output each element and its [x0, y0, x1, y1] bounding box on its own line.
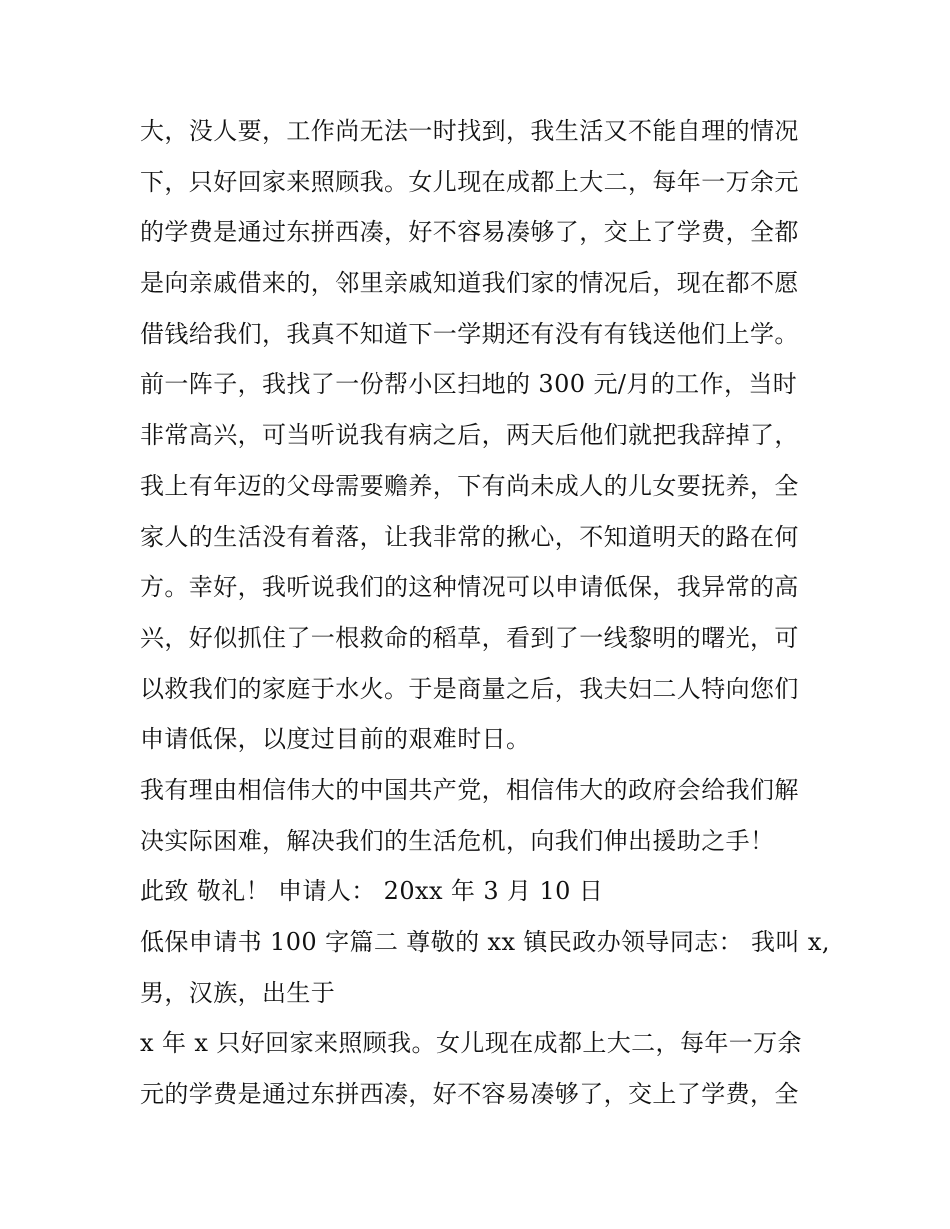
- text-line-15: 决实际困难，解决我们的生活危机，向我们伸出援助之手！: [140, 826, 775, 855]
- text-line-20: 元的学费是通过东拼西凑，好不容易凑够了，交上了学费，全: [140, 1080, 799, 1109]
- closing-signature-line: 此致 敬礼！ 申请人： 20xx 年 3 月 10 日: [140, 877, 604, 906]
- text-line-19: x 年 x 只好回家来照顾我。女儿现在成都上大二，每年一万余: [140, 1029, 802, 1058]
- text-line-12: 以救我们的家庭于水火。于是商量之后，我夫妇二人特向您们: [140, 674, 799, 703]
- text-line-14: 我有理由相信伟大的中国共产党，相信伟大的政府会给我们解: [140, 775, 799, 804]
- text-line-2: 下，只好回家来照顾我。女儿现在成都上大二，每年一万余元: [140, 167, 799, 196]
- section-heading-line: 低保申请书 100 字篇二 尊敬的 xx 镇民政办领导同志： 我叫 x,: [140, 928, 830, 956]
- text-line-1: 大，没人要，工作尚无法一时找到，我生活又不能自理的情况: [140, 117, 799, 145]
- text-line-13: 申请低保，以度过目前的艰难时日。: [140, 725, 531, 754]
- text-line-5: 借钱给我们，我真不知道下一学期还有没有有钱送他们上学。: [140, 319, 799, 348]
- text-line-9: 家人的生活没有着落，让我非常的揪心，不知道明天的路在何: [140, 522, 799, 551]
- text-line-4: 是向亲戚借来的，邻里亲戚知道我们家的情况后，现在都不愿: [140, 269, 799, 298]
- text-line-11: 兴，好似抓住了一根救命的稻草，看到了一线黎明的曙光，可: [140, 623, 799, 652]
- text-line-7: 非常高兴，可当听说我有病之后，两天后他们就把我辞掉了，: [140, 421, 799, 450]
- text-line-6: 前一阵子，我找了一份帮小区扫地的 300 元/月的工作，当时: [140, 370, 798, 399]
- text-line-18: 男，汉族，出生于: [140, 978, 336, 1007]
- text-line-10: 方。幸好，我听说我们的这种情况可以申请低保，我异常的高: [140, 573, 799, 602]
- body-text: [140, 106, 830, 1120]
- text-line-8: 我上有年迈的父母需要赡养，下有尚未成人的儿女要抚养，全: [140, 471, 799, 500]
- text-line-3: 的学费是通过东拼西凑，好不容易凑够了，交上了学费，全都: [140, 218, 799, 247]
